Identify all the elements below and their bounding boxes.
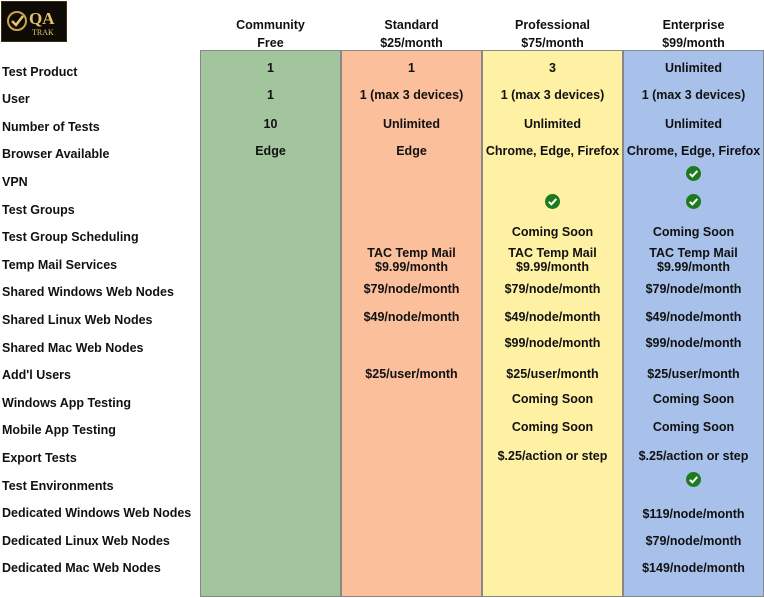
plan-name: Professional [514, 18, 591, 32]
plan-feature-value: TAC Temp Mail $9.99/month [508, 246, 597, 274]
plan-price: $99/month [662, 36, 725, 50]
feature-label: Temp Mail Services [2, 258, 118, 272]
plan-price: Free [257, 36, 284, 50]
plan-feature-value: $149/node/month [642, 561, 745, 575]
plan-feature-value: $49/node/month [645, 310, 742, 324]
feature-label: Test Group Scheduling [2, 230, 139, 244]
plan-header-standard [341, 16, 482, 52]
plan-feature-value: Unlimited [665, 117, 722, 131]
plan-feature-value: 1 (max 3 devices) [359, 88, 464, 102]
feature-label: Shared Mac Web Nodes [2, 341, 144, 355]
feature-label: Number of Tests [2, 120, 100, 134]
plan-feature-value: $79/node/month [504, 282, 601, 296]
qatrak-logo [1, 1, 67, 42]
plan-feature-value: Edge [396, 144, 427, 158]
feature-label: User [2, 92, 30, 106]
check-icon [686, 166, 701, 181]
plan-feature-value: Coming Soon [652, 392, 735, 406]
feature-label: Test Product [2, 65, 78, 79]
plan-feature-value: $79/node/month [363, 282, 460, 296]
plan-feature-value: $25/user/month [506, 367, 599, 381]
feature-label: Dedicated Windows Web Nodes [2, 506, 192, 520]
feature-label: Browser Available [2, 147, 110, 161]
plan-feature-value: Coming Soon [652, 225, 735, 239]
plan-feature-value: Unlimited [383, 117, 440, 131]
feature-label: Shared Linux Web Nodes [2, 313, 153, 327]
plan-column-community [200, 50, 341, 597]
feature-label: Windows App Testing [2, 396, 132, 410]
feature-label: VPN [2, 175, 28, 189]
plan-feature-value: 1 (max 3 devices) [641, 88, 746, 102]
plan-name: Standard [384, 18, 439, 32]
plan-feature-value: $49/node/month [504, 310, 601, 324]
check-icon [545, 194, 560, 209]
plan-feature-value: Coming Soon [511, 392, 594, 406]
plan-price: $75/month [521, 36, 584, 50]
plan-feature-value: Chrome, Edge, Firefox [626, 144, 761, 158]
feature-label: Add'l Users [2, 368, 71, 382]
feature-label: Dedicated Linux Web Nodes [2, 534, 170, 548]
plan-feature-value: $25/user/month [647, 367, 740, 381]
feature-label: Mobile App Testing [2, 423, 116, 437]
feature-label: Dedicated Mac Web Nodes [2, 561, 161, 575]
plan-feature-value: Coming Soon [511, 420, 594, 434]
svg-text:QA: QA [29, 9, 55, 28]
svg-text:TRAK: TRAK [32, 28, 54, 37]
plan-feature-value: $.25/action or step [638, 449, 749, 463]
plan-feature-value: Edge [255, 144, 286, 158]
plan-feature-value: $119/node/month [642, 507, 745, 521]
check-icon [686, 472, 701, 487]
plan-feature-value: Coming Soon [652, 420, 735, 434]
feature-label: Shared Windows Web Nodes [2, 285, 174, 299]
feature-label: Test Groups [2, 203, 75, 217]
plan-header-community [200, 16, 341, 52]
feature-label: Export Tests [2, 451, 77, 465]
plan-feature-value: Chrome, Edge, Firefox [485, 144, 620, 158]
plan-feature-value: $99/node/month [645, 336, 742, 350]
plan-feature-value: TAC Temp Mail $9.99/month [367, 246, 456, 274]
check-icon [686, 194, 701, 209]
plan-feature-value: 3 [549, 61, 556, 75]
plan-feature-value: $25/user/month [365, 367, 458, 381]
plan-price: $25/month [380, 36, 443, 50]
plan-name: Enterprise [662, 18, 725, 32]
plan-header-enterprise [623, 16, 764, 52]
plan-feature-value: $79/node/month [645, 534, 742, 548]
plan-feature-value: 1 [267, 61, 274, 75]
plan-feature-value: 1 (max 3 devices) [500, 88, 605, 102]
plan-feature-value: 10 [263, 117, 278, 131]
plan-feature-value: Unlimited [524, 117, 581, 131]
plan-header-professional [482, 16, 623, 52]
plan-feature-value: 1 [408, 61, 415, 75]
plan-feature-value: $79/node/month [645, 282, 742, 296]
plan-name: Community [236, 18, 305, 32]
plan-feature-value: Coming Soon [511, 225, 594, 239]
plan-feature-value: $.25/action or step [497, 449, 608, 463]
plan-feature-value: Unlimited [665, 61, 722, 75]
plan-feature-value: TAC Temp Mail $9.99/month [649, 246, 738, 274]
plan-feature-value: 1 [267, 88, 274, 102]
feature-label: Test Environments [2, 479, 114, 493]
plan-feature-value: $49/node/month [363, 310, 460, 324]
plan-feature-value: $99/node/month [504, 336, 601, 350]
